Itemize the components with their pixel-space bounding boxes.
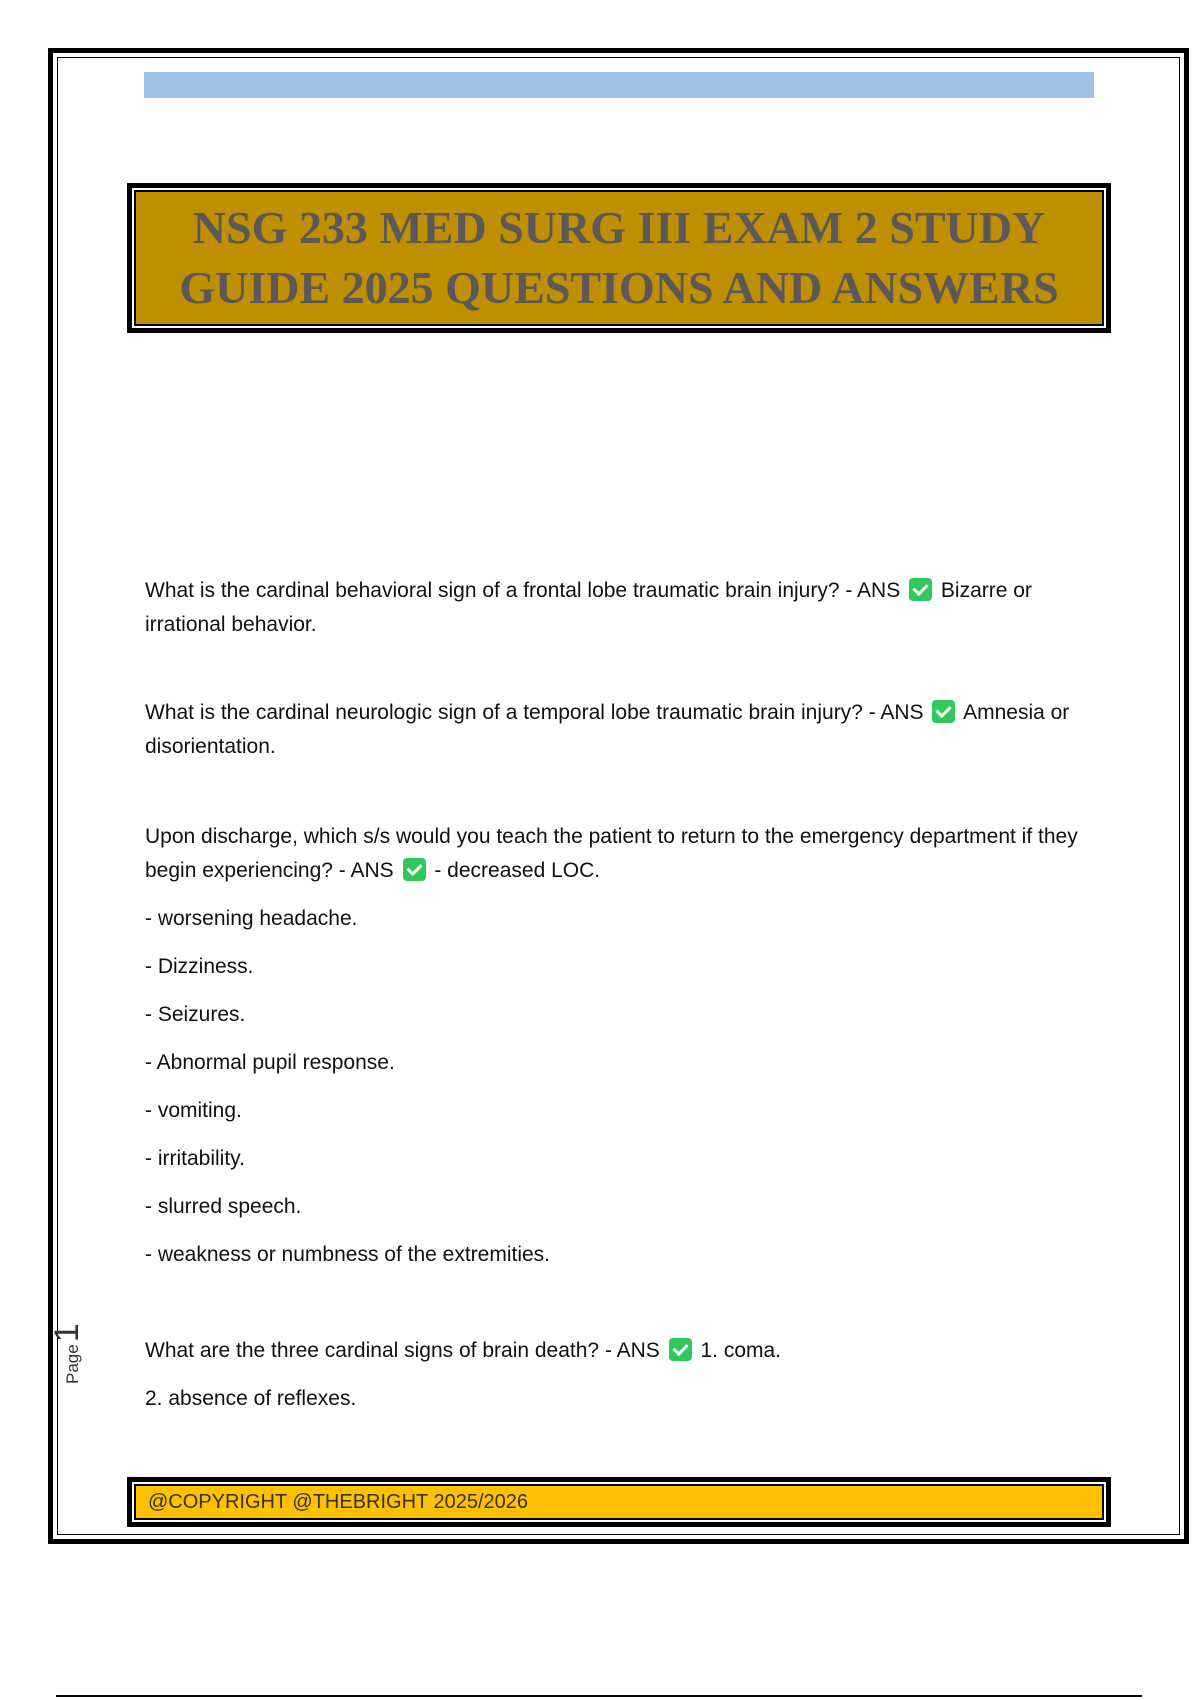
list-item: - Abnormal pupil response. — [145, 1051, 395, 1074]
answer-text: 1. coma. — [700, 1339, 782, 1362]
list-item: - Seizures. — [145, 1003, 246, 1026]
check-icon — [932, 700, 955, 723]
question-text: What is the cardinal behavioral sign of a frontal lobe traumatic brain injury? - ANS — [145, 579, 901, 602]
list-item: 2. absence of reflexes. — [145, 1387, 357, 1410]
document-title — [169, 198, 1068, 318]
title-box — [127, 183, 1111, 333]
bottom-divider — [56, 1695, 1142, 1697]
page-number: 1 — [48, 1323, 86, 1343]
check-icon — [909, 578, 932, 601]
check-icon — [403, 858, 426, 881]
qa-item-3 — [145, 820, 1095, 888]
page-word: Page — [63, 1344, 82, 1384]
page-number-label — [48, 1264, 88, 1384]
list-item: - slurred speech. — [145, 1195, 302, 1218]
title-line-1: NSG 233 MED SURG III EXAM 2 STUDY — [192, 202, 1046, 253]
qa-item-2 — [145, 696, 1095, 764]
qa-item-4 — [145, 1334, 1095, 1368]
header-color-bar — [144, 72, 1094, 98]
answer-text: - decreased LOC. — [434, 859, 601, 882]
title-line-2: GUIDE 2025 QUESTIONS AND ANSWERS — [179, 262, 1059, 313]
check-icon — [669, 1338, 692, 1361]
qa-content — [145, 574, 1095, 1416]
list-item: - irritability. — [145, 1147, 245, 1170]
answer-text: Amnesia or disorientation. — [145, 701, 1070, 758]
copyright-footer: @COPYRIGHT @THEBRIGHT 2025/2026 — [134, 1484, 1104, 1520]
answer-text: Bizarre or irrational behavior. — [145, 579, 1032, 636]
question-text: What is the cardinal neurologic sign of a temporal lobe traumatic brain injury? - ANS — [145, 701, 924, 724]
question-text: What are the three cardinal signs of brain death? - ANS — [145, 1339, 660, 1362]
list-item: - Dizziness. — [145, 955, 254, 978]
list-item: - vomiting. — [145, 1099, 242, 1122]
qa-item-1 — [145, 574, 1095, 642]
list-item: - weakness or numbness of the extremities. — [145, 1243, 551, 1266]
question-text: Upon discharge, which s/s would you teach the patient to return to the emergency department if they begin experiencing? - ANS — [145, 825, 1078, 882]
list-item: - worsening headache. — [145, 907, 358, 930]
footer-box — [127, 1477, 1111, 1527]
